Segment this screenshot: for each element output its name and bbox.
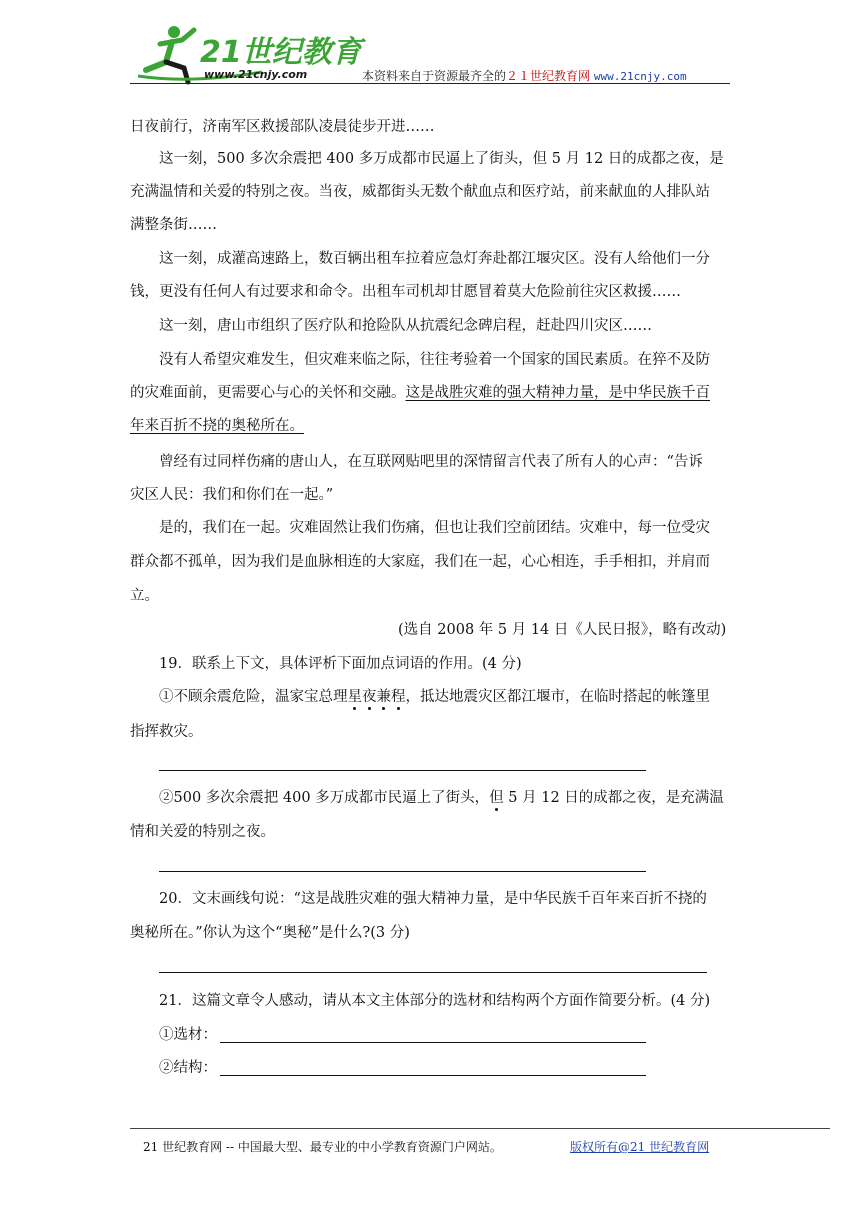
answer-line-19-1[interactable] <box>159 770 646 771</box>
dotted-char: 兼 <box>376 689 391 705</box>
para-2-line-3: 满整条街…… <box>130 217 217 233</box>
runner-logo-icon <box>132 18 362 86</box>
q19-1-text-b: ，抵达地震灾区都江堰市，在临时搭起的帐篷里 <box>405 689 710 705</box>
question-20-line-1: 20．文末画线句说：“这是战胜灾难的强大精神力量，是中华民族千百年来百折不挠的 <box>159 891 707 907</box>
answer-line-20[interactable] <box>159 972 707 973</box>
para-2-line-2: 充满温情和关爱的特别之夜。当夜，威都街头无数个献血点和医疗站，前来献血的人排队站 <box>130 184 710 200</box>
dotted-char: 夜 <box>362 689 377 705</box>
underlined-sentence: 这是战胜灾难的强大精神力量，是中华民族千百 <box>405 385 710 401</box>
q19-2-text-a: ②500 多次余震把 400 多万成都市民逼上了街头， <box>159 790 490 806</box>
header-url-link[interactable]: www.21cnjy.com <box>593 70 687 83</box>
answer-line-21-2[interactable] <box>220 1075 646 1076</box>
para-3-line-1: 这一刻，成灌高速路上，数百辆出租车拉着应急灯奔赴都江堰灾区。没有人给他们一分 <box>159 251 710 267</box>
para-6-line-2: 灾区人民：我们和你们在一起。” <box>130 487 334 503</box>
question-21: 21．这篇文章令人感动，请从本文主体部分的选材和结构两个方面作简要分析。(4 分) <box>159 993 711 1009</box>
article-source: (选自 2008 年 5 月 14 日《人民日报》，略有改动) <box>398 622 727 638</box>
question-19-item-1-line-2: 指挥救灾。 <box>130 724 203 740</box>
para-5-line-2 <box>130 383 710 403</box>
para-4: 这一刻，唐山市组织了医疗队和抢险队从抗震纪念碑启程，赶赴四川灾区…… <box>159 318 652 334</box>
question-21-item-1: ①选材： <box>159 1027 217 1043</box>
para-5-line-1: 没有人希望灾难发生，但灾难来临之际，往往考验着一个国家的国民素质。在猝不及防 <box>159 352 710 368</box>
question-19-item-1-line-1 <box>159 687 710 707</box>
para-7-line-3: 立。 <box>130 588 159 604</box>
header-note-prefix: 本资料来自于资源最齐全的 <box>362 69 507 83</box>
svg-text:www.21cnjy.com: www.21cnjy.com <box>204 68 308 81</box>
dotted-char: 星 <box>347 689 362 705</box>
para-3-line-2: 钱，更没有任何人有过要求和命令。出租车司机却甘愿冒着莫大危险前往灾区救援…… <box>130 284 681 300</box>
para-7-line-2: 群众都不孤单，因为我们是血脉相连的大家庭，我们在一起，心心相连，手手相扣，并肩而 <box>130 554 710 570</box>
header-brand: ２１世纪教育网 <box>506 69 591 83</box>
answer-line-21-1[interactable] <box>220 1042 646 1043</box>
question-21-item-2: ②结构： <box>159 1060 217 1076</box>
header-note <box>362 67 687 84</box>
para-7-line-1: 是的，我们在一起。灾难固然让我们伤痛，但也让我们空前团结。灾难中，每一位受灾 <box>159 520 710 536</box>
dotted-word: 但 <box>489 790 504 806</box>
footer-divider <box>130 1128 830 1129</box>
q19-1-text-a: ①不顾余震危险，温家宝总理 <box>159 689 348 705</box>
question-20-line-2: 奥秘所在。”你认为这个“奥秘”是什么?(3 分) <box>130 925 410 941</box>
question-19: 19．联系上下文，具体评析下面加点词语的作用。(4 分) <box>159 656 522 672</box>
para-2-line-1: 这一刻，500 多次余震把 400 多万成都市民逼上了街头，但 5 月 12 日的成都之夜，是 <box>159 151 724 167</box>
dotted-words <box>348 689 406 705</box>
answer-line-19-2[interactable] <box>159 871 646 872</box>
svg-text:21世纪教育: 21世纪教育 <box>200 35 362 70</box>
para-6-line-1: 曾经有过同样伤痛的唐山人，在互联网贴吧里的深情留言代表了所有人的心声：“告诉 <box>159 454 703 470</box>
para-1: 日夜前行，济南军区救援部队凌晨徒步开进…… <box>130 119 435 135</box>
dotted-char: 程 <box>391 689 406 705</box>
question-19-item-2-line-2: 情和关爱的特别之夜。 <box>130 824 275 840</box>
copyright-link[interactable]: 版权所有@21 世纪教育网 <box>570 1140 710 1154</box>
question-19-item-2-line-1 <box>159 788 724 808</box>
para-5-line-2-plain: 的灾难面前，更需要心与心的关怀和交融。 <box>130 385 406 401</box>
underlined-sentence-end: 年来百折不挠的奥秘所在。 <box>130 418 304 434</box>
q19-2-text-b: 5 月 12 日的成都之夜，是充满温 <box>503 790 724 806</box>
site-logo <box>132 18 362 86</box>
footer-text: 21 世纪教育网 -- 中国最大型、最专业的中小学教育资源门户网站。 <box>143 1140 502 1154</box>
header-divider <box>130 83 730 84</box>
